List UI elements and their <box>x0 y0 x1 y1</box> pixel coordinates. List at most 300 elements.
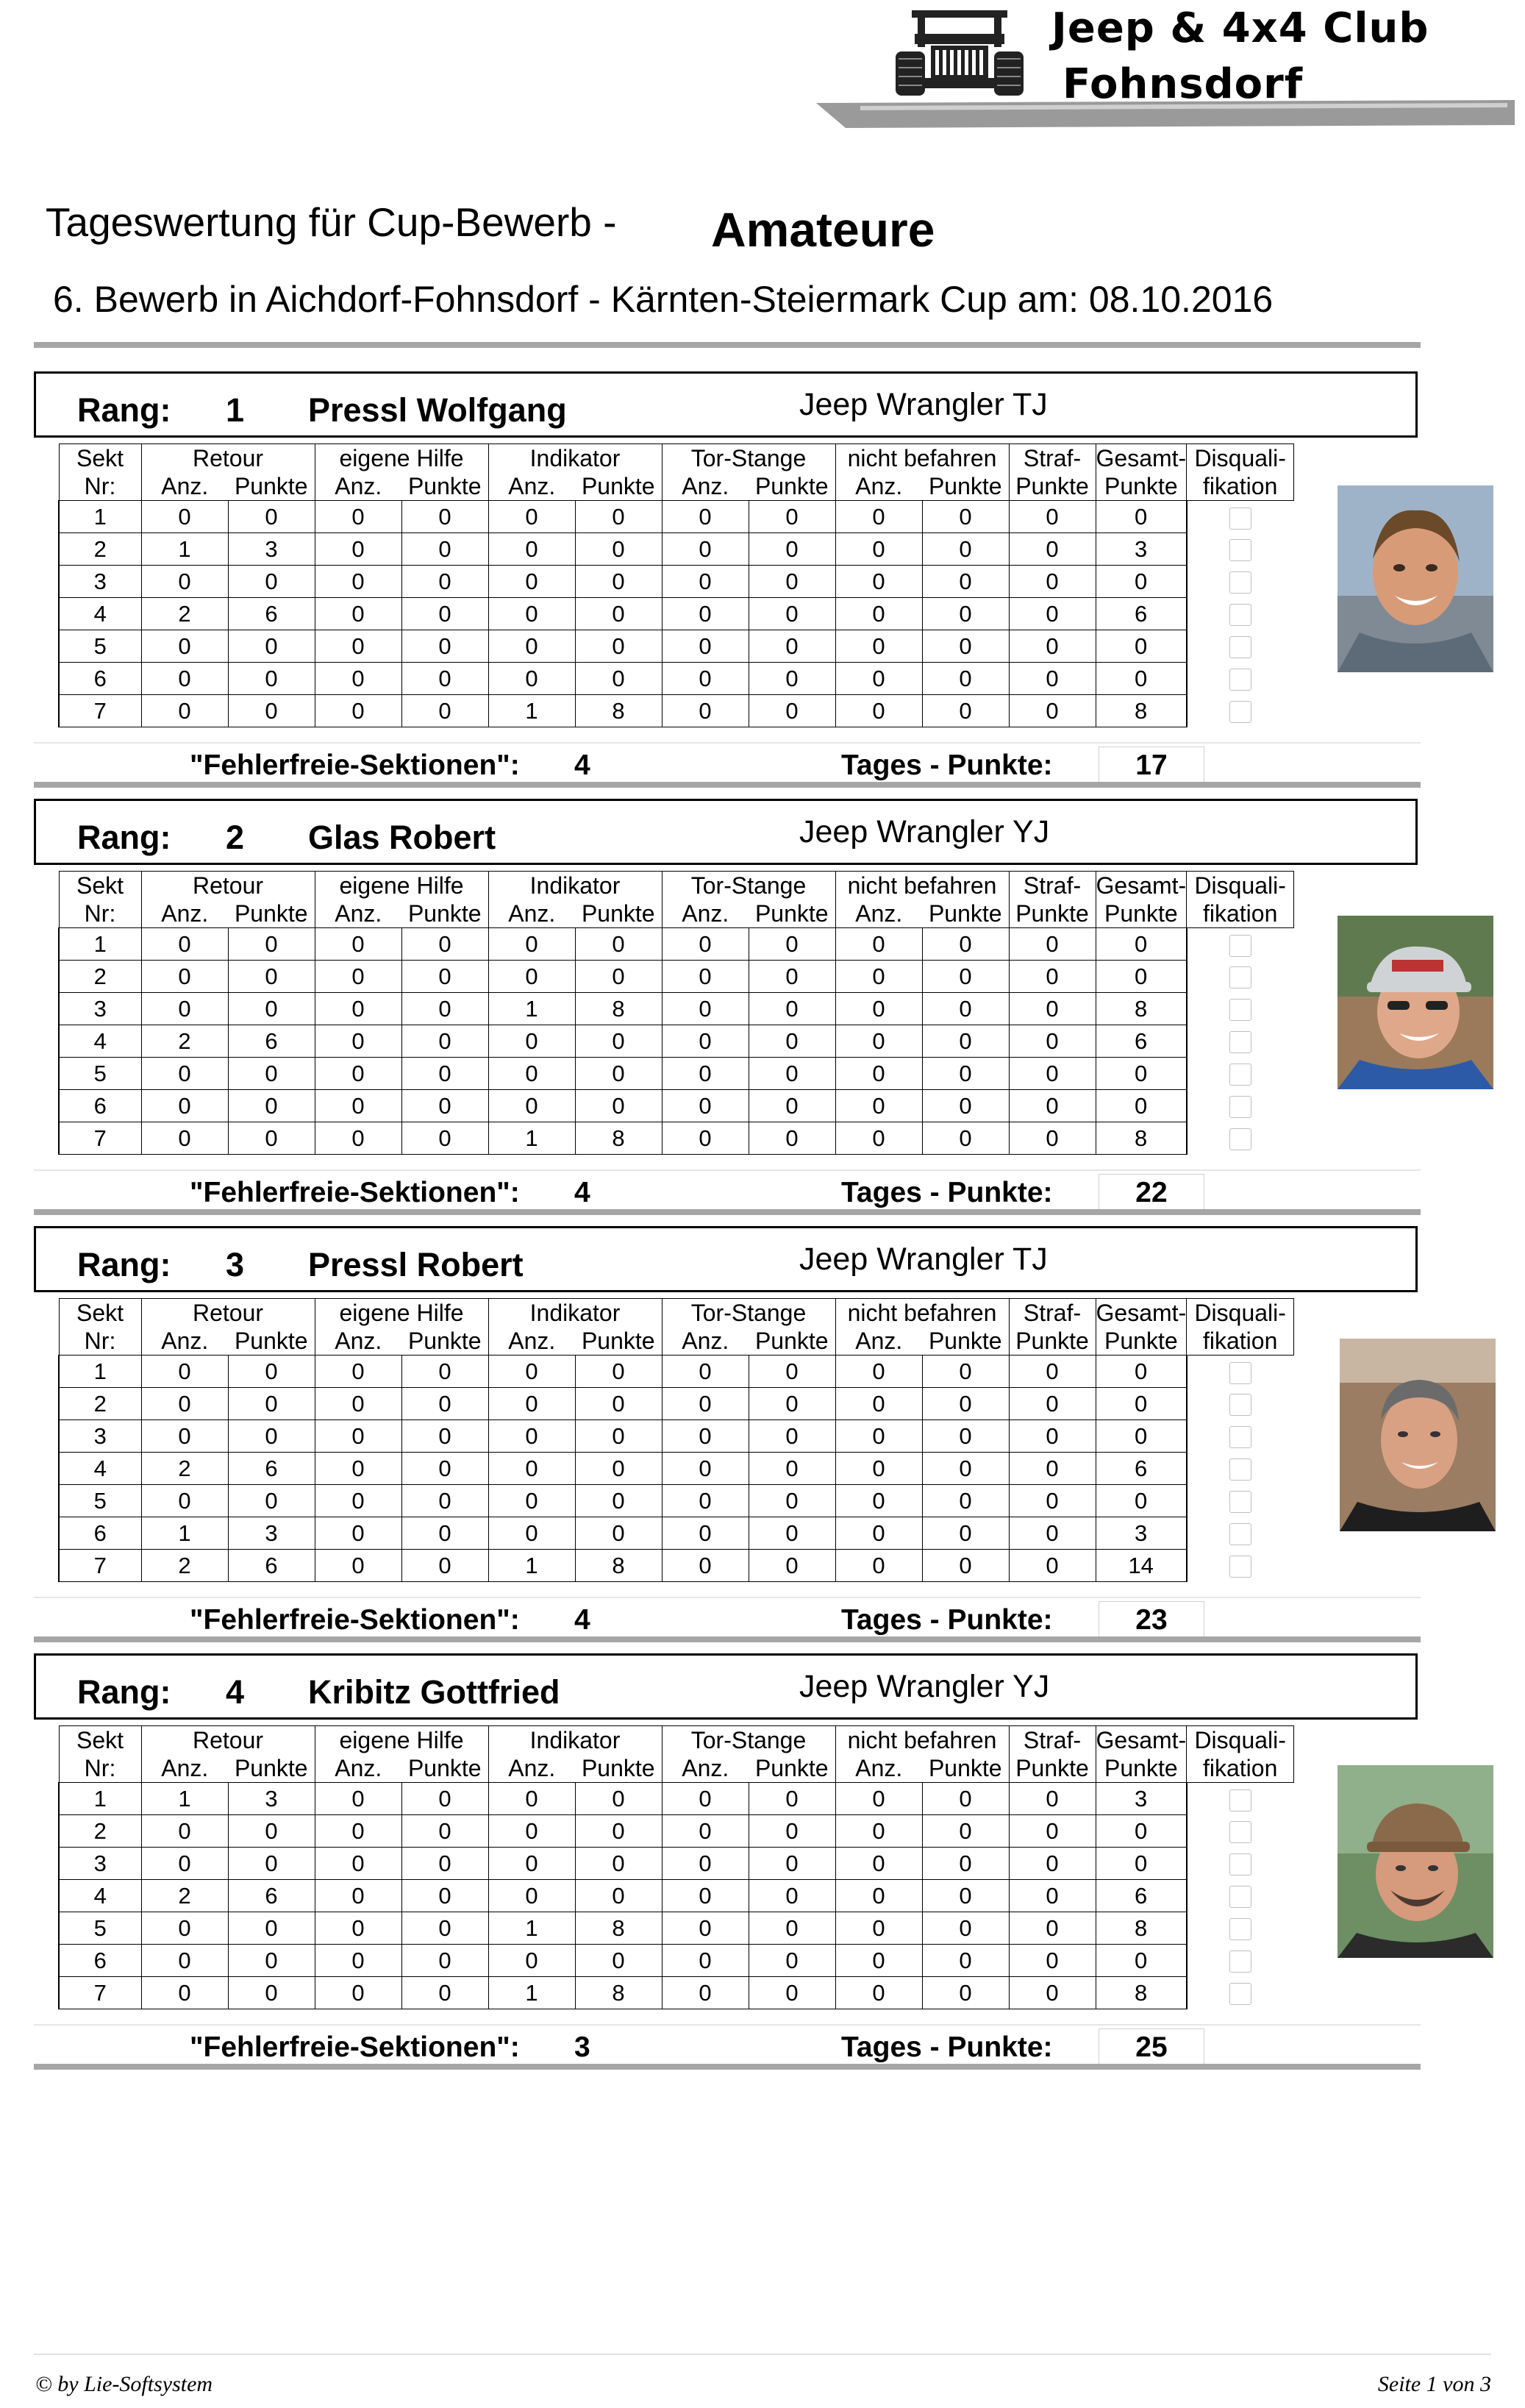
table-cell: 0 <box>228 1815 315 1848</box>
event-subtitle: 6. Bewerb in Aichdorf-Fohnsdorf - Kärnten-Steiermark Cup am: 08.10.2016 <box>53 279 1274 320</box>
table-cell: 0 <box>662 1388 749 1420</box>
col-tor-stange: Tor-Stange <box>662 444 835 473</box>
rank-value: 2 <box>226 819 245 856</box>
table-cell: 6 <box>228 598 315 630</box>
table-cell: 0 <box>749 1977 835 2009</box>
result-block <box>34 371 1421 783</box>
vehicle-name: Jeep Wrangler YJ <box>799 814 1050 849</box>
disqualification-checkbox[interactable] <box>1229 1362 1251 1384</box>
table-cell: 0 <box>922 1090 1009 1122</box>
table-cell: 0 <box>1009 1388 1096 1420</box>
col-straf-punkte: Punkte <box>1009 900 1096 928</box>
disqualification-checkbox[interactable] <box>1229 1031 1251 1053</box>
table-cell: 2 <box>141 1880 228 1912</box>
table-cell: 0 <box>1096 1945 1187 1977</box>
disqualification-checkbox[interactable] <box>1229 935 1251 957</box>
col-anz: Anz. <box>315 472 401 501</box>
table-cell: 1 <box>488 1977 575 2009</box>
col-straf-punkte: Punkte <box>1009 1754 1096 1783</box>
table-cell: 0 <box>1009 1977 1096 2009</box>
table-cell: 0 <box>1096 663 1187 695</box>
table-cell: 14 <box>1096 1550 1187 1582</box>
summary-row <box>34 2028 1421 2064</box>
col-anz: Anz. <box>662 1327 749 1356</box>
disqualification-cell <box>1187 993 1294 1025</box>
participant-header <box>34 371 1418 438</box>
table-header-row <box>59 1726 1294 1755</box>
participant-name: Kribitz Gottfried <box>308 1673 560 1711</box>
table-cell: 0 <box>575 1880 662 1912</box>
table-cell: 2 <box>59 1815 141 1848</box>
col-gesamt-punkte: Punkte <box>1096 900 1187 928</box>
summary-divider <box>34 1169 1421 1171</box>
table-row <box>59 961 1294 993</box>
table-cell: 0 <box>488 961 575 993</box>
table-cell: 4 <box>59 1880 141 1912</box>
disqualification-checkbox[interactable] <box>1229 1458 1251 1481</box>
result-block <box>34 1226 1421 1638</box>
table-cell: 0 <box>488 533 575 566</box>
footer-page-number: Seite 1 von 3 <box>1377 2372 1491 2396</box>
table-cell: 0 <box>488 1420 575 1453</box>
table-cell: 0 <box>315 1420 401 1453</box>
disqualification-checkbox[interactable] <box>1229 1853 1251 1876</box>
table-cell: 0 <box>662 961 749 993</box>
disqualification-checkbox[interactable] <box>1229 1426 1251 1448</box>
table-cell: 0 <box>749 1485 835 1517</box>
table-cell: 0 <box>835 961 922 993</box>
table-cell: 0 <box>401 566 488 598</box>
table-cell: 0 <box>141 1058 228 1090</box>
disqualification-checkbox[interactable] <box>1229 1983 1251 2005</box>
col-anz: Anz. <box>488 1327 575 1356</box>
fehlerfreie-value: 3 <box>574 2031 590 2063</box>
table-cell: 5 <box>59 1912 141 1945</box>
table-cell: 0 <box>228 961 315 993</box>
table-cell: 0 <box>488 1880 575 1912</box>
table-cell: 0 <box>922 993 1009 1025</box>
table-cell: 8 <box>1096 1122 1187 1155</box>
col-punkte: Punkte <box>401 472 488 501</box>
disqualification-cell <box>1187 1420 1294 1453</box>
table-cell: 7 <box>59 695 141 727</box>
table-cell: 0 <box>315 1977 401 2009</box>
col-straf: Straf- <box>1009 1299 1096 1328</box>
table-cell: 0 <box>488 663 575 695</box>
table-cell: 0 <box>835 695 922 727</box>
table-cell: 6 <box>59 1517 141 1550</box>
table-cell: 0 <box>749 1420 835 1453</box>
table-cell: 0 <box>228 1122 315 1155</box>
table-cell: 8 <box>575 1977 662 2009</box>
result-block <box>34 1653 1421 2065</box>
col-fikation: fikation <box>1187 1327 1294 1356</box>
section-table <box>58 444 1294 727</box>
table-cell: 0 <box>401 1550 488 1582</box>
disqualification-cell <box>1187 695 1294 727</box>
table-cell: 0 <box>228 1356 315 1388</box>
section-table <box>58 1298 1294 1582</box>
col-anz: Anz. <box>141 472 228 501</box>
table-cell: 0 <box>315 1453 401 1485</box>
disqualification-cell <box>1187 1453 1294 1485</box>
table-cell: 0 <box>1009 1815 1096 1848</box>
table-cell: 0 <box>662 663 749 695</box>
table-cell: 6 <box>228 1453 315 1485</box>
disqualification-cell <box>1187 1945 1294 1977</box>
col-sekt: Sekt <box>59 1726 141 1755</box>
table-cell: 0 <box>749 566 835 598</box>
footer-copyright: © by Lie-Softsystem <box>35 2372 213 2396</box>
table-cell: 0 <box>575 598 662 630</box>
col-sekt: Sekt <box>59 444 141 473</box>
col-punkte: Punkte <box>228 1754 315 1783</box>
col-anz: Anz. <box>835 1754 922 1783</box>
table-cell: 0 <box>835 1945 922 1977</box>
table-cell: 0 <box>488 1025 575 1058</box>
table-cell: 0 <box>835 1912 922 1945</box>
table-cell: 0 <box>662 1517 749 1550</box>
table-cell: 1 <box>488 993 575 1025</box>
table-cell: 0 <box>749 695 835 727</box>
table-cell: 0 <box>662 1122 749 1155</box>
col-punkte: Punkte <box>401 900 488 928</box>
table-subheader-row <box>59 1754 1294 1783</box>
summary-row <box>34 1601 1421 1636</box>
col-anz: Anz. <box>141 1327 228 1356</box>
table-cell: 0 <box>141 1815 228 1848</box>
disqualification-cell <box>1187 630 1294 663</box>
rank-value: 1 <box>226 391 245 429</box>
table-cell: 2 <box>59 1388 141 1420</box>
table-cell: 0 <box>1009 598 1096 630</box>
table-cell: 0 <box>228 501 315 533</box>
table-cell: 0 <box>401 1025 488 1058</box>
tages-punkte-value: 17 <box>1099 747 1204 783</box>
disqualification-checkbox[interactable] <box>1229 571 1251 594</box>
col-straf-punkte: Punkte <box>1009 1327 1096 1356</box>
table-cell: 0 <box>749 1356 835 1388</box>
table-cell: 0 <box>922 1122 1009 1155</box>
table-cell: 3 <box>228 533 315 566</box>
col-retour: Retour <box>141 872 315 900</box>
table-cell: 0 <box>1096 1356 1187 1388</box>
table-cell: 0 <box>835 993 922 1025</box>
col-eigene-hilfe: eigene Hilfe <box>315 1726 488 1755</box>
table-cell: 0 <box>228 663 315 695</box>
table-cell: 8 <box>575 993 662 1025</box>
disqualification-checkbox[interactable] <box>1229 1821 1251 1843</box>
table-cell: 0 <box>922 1388 1009 1420</box>
table-cell: 3 <box>59 1420 141 1453</box>
table-row <box>59 663 1294 695</box>
disqualification-checkbox[interactable] <box>1229 669 1251 691</box>
table-row <box>59 993 1294 1025</box>
table-cell: 0 <box>228 1945 315 1977</box>
table-cell: 0 <box>575 533 662 566</box>
table-cell: 0 <box>749 1388 835 1420</box>
disqualification-checkbox[interactable] <box>1229 701 1251 723</box>
table-row <box>59 1945 1294 1977</box>
table-cell: 0 <box>315 1025 401 1058</box>
tages-punkte-value: 22 <box>1099 1174 1204 1211</box>
disqualification-checkbox[interactable] <box>1229 966 1251 989</box>
disqualification-checkbox[interactable] <box>1229 1128 1251 1150</box>
table-row <box>59 1517 1294 1550</box>
table-cell: 0 <box>835 663 922 695</box>
disqualification-cell <box>1187 1388 1294 1420</box>
table-cell: 0 <box>401 961 488 993</box>
disqualification-checkbox[interactable] <box>1229 1491 1251 1513</box>
table-row <box>59 1880 1294 1912</box>
table-cell: 0 <box>749 663 835 695</box>
col-anz: Anz. <box>662 1754 749 1783</box>
participant-name: Glas Robert <box>308 819 496 856</box>
col-punkte: Punkte <box>749 900 835 928</box>
table-cell: 0 <box>575 961 662 993</box>
table-cell: 0 <box>141 630 228 663</box>
table-cell: 0 <box>1096 501 1187 533</box>
col-fikation: fikation <box>1187 1754 1294 1783</box>
table-cell: 0 <box>575 630 662 663</box>
table-cell: 0 <box>141 663 228 695</box>
col-anz: Anz. <box>662 900 749 928</box>
disqualification-cell <box>1187 1025 1294 1058</box>
table-cell: 3 <box>228 1783 315 1815</box>
table-cell: 0 <box>1009 1912 1096 1945</box>
table-cell: 0 <box>749 928 835 961</box>
table-row <box>59 1912 1294 1945</box>
table-row <box>59 501 1294 533</box>
table-cell: 0 <box>922 695 1009 727</box>
table-cell: 0 <box>488 1485 575 1517</box>
table-cell: 0 <box>662 598 749 630</box>
col-anz: Anz. <box>835 1327 922 1356</box>
disqualification-checkbox[interactable] <box>1229 539 1251 561</box>
table-cell: 6 <box>1096 598 1187 630</box>
table-cell: 0 <box>315 1783 401 1815</box>
table-cell: 1 <box>59 1356 141 1388</box>
disqualification-checkbox[interactable] <box>1229 1789 1251 1812</box>
table-header-row <box>59 872 1294 900</box>
table-cell: 0 <box>488 1388 575 1420</box>
disqualification-checkbox[interactable] <box>1229 636 1251 658</box>
col-gesamt: Gesamt- <box>1096 872 1187 899</box>
table-cell: 0 <box>315 928 401 961</box>
col-tor-stange: Tor-Stange <box>662 1299 835 1328</box>
table-cell: 0 <box>315 598 401 630</box>
disqualification-checkbox[interactable] <box>1229 1096 1251 1118</box>
table-cell: 0 <box>1009 1880 1096 1912</box>
table-cell: 0 <box>228 1058 315 1090</box>
table-cell: 0 <box>922 1420 1009 1453</box>
table-cell: 0 <box>228 1090 315 1122</box>
table-cell: 1 <box>488 1550 575 1582</box>
disqualification-cell <box>1187 1485 1294 1517</box>
disqualification-checkbox[interactable] <box>1229 507 1251 530</box>
disqualification-checkbox[interactable] <box>1229 1918 1251 1940</box>
col-nicht-befahren: nicht befahren <box>835 1726 1009 1755</box>
table-cell: 0 <box>922 1025 1009 1058</box>
table-subheader-row <box>59 472 1294 501</box>
section-table <box>58 871 1294 1155</box>
col-punkte: Punkte <box>749 472 835 501</box>
table-cell: 0 <box>141 1122 228 1155</box>
table-cell: 2 <box>59 533 141 566</box>
table-cell: 0 <box>401 1356 488 1388</box>
table-cell: 0 <box>1009 501 1096 533</box>
table-cell: 0 <box>835 630 922 663</box>
block-divider <box>34 2064 1421 2070</box>
table-cell: 0 <box>1096 1388 1187 1420</box>
tages-punkte-value: 23 <box>1099 1601 1204 1638</box>
table-cell: 0 <box>228 1485 315 1517</box>
disqualification-checkbox[interactable] <box>1229 1951 1251 1973</box>
col-straf: Straf- <box>1009 444 1096 473</box>
table-cell: 0 <box>922 1550 1009 1582</box>
table-cell: 1 <box>141 533 228 566</box>
disqualification-checkbox[interactable] <box>1229 1394 1251 1416</box>
table-cell: 0 <box>315 1058 401 1090</box>
table-cell: 0 <box>749 1912 835 1945</box>
table-cell: 0 <box>1009 928 1096 961</box>
table-cell: 0 <box>1096 928 1187 961</box>
tages-punkte-label: Tages - Punkte: <box>841 1604 1053 1636</box>
table-cell: 0 <box>922 1485 1009 1517</box>
col-sekt: Sekt <box>59 872 141 900</box>
table-cell: 7 <box>59 1550 141 1582</box>
table-cell: 0 <box>662 1058 749 1090</box>
table-cell: 0 <box>575 1356 662 1388</box>
table-cell: 0 <box>488 928 575 961</box>
table-cell: 0 <box>922 1815 1009 1848</box>
table-cell: 0 <box>315 1912 401 1945</box>
table-row <box>59 598 1294 630</box>
col-indikator: Indikator <box>488 872 662 900</box>
table-cell: 0 <box>141 695 228 727</box>
table-cell: 0 <box>1009 1058 1096 1090</box>
table-header-row <box>59 444 1294 473</box>
table-header-row <box>59 1299 1294 1328</box>
table-cell: 8 <box>1096 1912 1187 1945</box>
disqualification-checkbox[interactable] <box>1229 999 1251 1021</box>
table-cell: 0 <box>315 1356 401 1388</box>
table-cell: 8 <box>1096 1977 1187 2009</box>
table-cell: 0 <box>575 663 662 695</box>
col-gesamt: Gesamt- <box>1096 444 1187 471</box>
table-row <box>59 1356 1294 1388</box>
table-cell: 1 <box>141 1517 228 1550</box>
table-cell: 0 <box>401 1912 488 1945</box>
table-row <box>59 1058 1294 1090</box>
disqualification-checkbox[interactable] <box>1229 1523 1251 1545</box>
table-cell: 0 <box>315 1945 401 1977</box>
table-cell: 0 <box>315 1848 401 1880</box>
table-cell: 0 <box>1009 1485 1096 1517</box>
table-cell: 1 <box>488 1912 575 1945</box>
table-cell: 0 <box>1009 695 1096 727</box>
table-cell: 0 <box>662 1977 749 2009</box>
table-cell: 0 <box>922 1783 1009 1815</box>
table-cell: 0 <box>488 566 575 598</box>
col-retour: Retour <box>141 1726 315 1755</box>
top-divider <box>34 342 1421 348</box>
disqualification-cell <box>1187 566 1294 598</box>
col-straf: Straf- <box>1009 872 1096 900</box>
disqualification-checkbox[interactable] <box>1229 1556 1251 1578</box>
table-cell: 0 <box>662 1025 749 1058</box>
table-subheader-row <box>59 1327 1294 1356</box>
table-cell: 3 <box>228 1517 315 1550</box>
disqualification-cell <box>1187 928 1294 961</box>
table-cell: 0 <box>922 501 1009 533</box>
fehlerfreie-value: 4 <box>574 749 590 781</box>
table-cell: 0 <box>575 1388 662 1420</box>
table-cell: 0 <box>228 1388 315 1420</box>
col-punkte: Punkte <box>922 1327 1009 1356</box>
table-row <box>59 566 1294 598</box>
table-cell: 0 <box>835 1025 922 1058</box>
table-cell: 8 <box>575 1122 662 1155</box>
table-cell: 0 <box>401 598 488 630</box>
summary-row <box>34 747 1421 782</box>
table-cell: 0 <box>1009 533 1096 566</box>
col-anz: Anz. <box>315 1327 401 1356</box>
table-cell: 0 <box>575 1025 662 1058</box>
table-cell: 6 <box>59 1945 141 1977</box>
disqualification-cell <box>1187 533 1294 566</box>
col-punkte: Punkte <box>228 1327 315 1356</box>
table-cell: 7 <box>59 1977 141 2009</box>
table-cell: 0 <box>749 1815 835 1848</box>
table-cell: 6 <box>1096 1453 1187 1485</box>
table-cell: 0 <box>922 1356 1009 1388</box>
table-cell: 0 <box>315 630 401 663</box>
table-cell: 0 <box>749 1783 835 1815</box>
col-nicht-befahren: nicht befahren <box>835 1299 1009 1328</box>
club-logo <box>816 0 1515 132</box>
col-straf: Straf- <box>1009 1726 1096 1755</box>
col-nicht-befahren: nicht befahren <box>835 872 1009 900</box>
table-cell: 0 <box>662 630 749 663</box>
table-row <box>59 1815 1294 1848</box>
table-cell: 0 <box>922 566 1009 598</box>
table-cell: 0 <box>575 1848 662 1880</box>
table-cell: 0 <box>315 1122 401 1155</box>
disqualification-checkbox[interactable] <box>1229 1064 1251 1086</box>
table-cell: 0 <box>662 1848 749 1880</box>
table-cell: 0 <box>488 501 575 533</box>
table-cell: 0 <box>662 1420 749 1453</box>
table-cell: 0 <box>1096 566 1187 598</box>
col-tor-stange: Tor-Stange <box>662 872 835 900</box>
col-nr: Nr: <box>59 900 141 928</box>
table-cell: 4 <box>59 598 141 630</box>
table-cell: 0 <box>141 1090 228 1122</box>
table-subheader-row <box>59 900 1294 928</box>
table-cell: 0 <box>488 1848 575 1880</box>
table-row <box>59 630 1294 663</box>
disqualification-checkbox[interactable] <box>1229 604 1251 626</box>
table-cell: 0 <box>488 1517 575 1550</box>
table-row <box>59 1388 1294 1420</box>
table-cell: 0 <box>575 1945 662 1977</box>
col-punkte: Punkte <box>575 1327 662 1356</box>
table-cell: 0 <box>922 961 1009 993</box>
table-cell: 1 <box>488 695 575 727</box>
disqualification-checkbox[interactable] <box>1229 1886 1251 1908</box>
table-cell: 0 <box>835 1058 922 1090</box>
